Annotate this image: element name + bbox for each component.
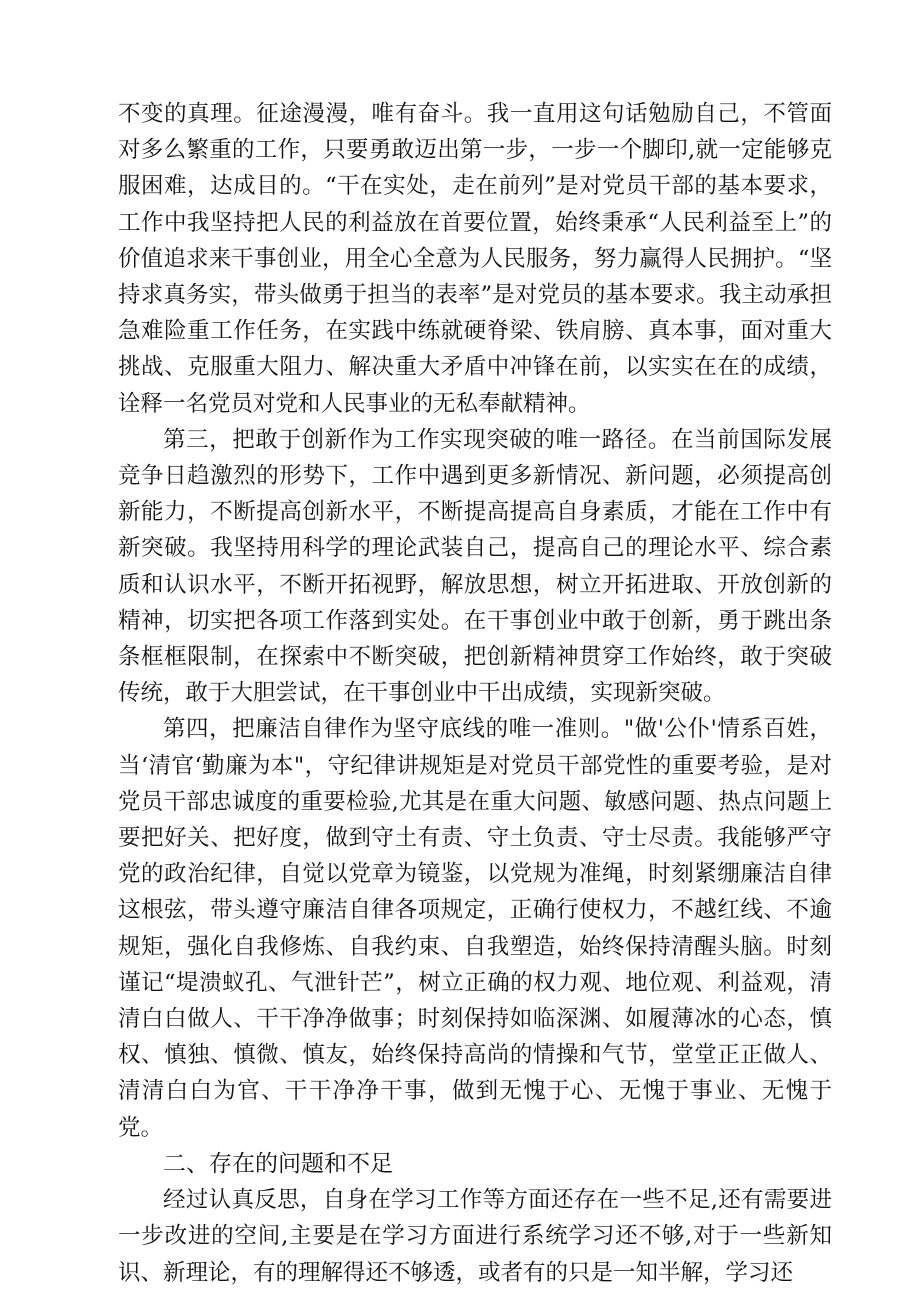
- section-heading: 二、存在的问题和不足: [163, 1150, 393, 1177]
- paragraph-continuation: 不变的真理。征途漫漫，唯有奋斗。我一直用这句话勉励自己，不管面对多么繁重的工作，只要勇敢迈出第一步，一步一个脚印,就一定能够克服困难，达成目的。“干在实处，走在前列”是对党员干部的基本要求，工作中我坚持把人民的利益放在首要位置，始终秉承“人民利益至上”的价值追求来干事创业，用全心全意为人民服务，努力赢得人民拥护。“坚持求真务实，带头做勇于担当的表率”是对党员的基本要求。我主动承担急难险重工作任务，在实践中练就硬脊梁、铁肩膀、真本事，面对重大挑战、克服重大阻力、解决重大矛盾中冲锋在前，以实实在在的成绩，诠释一名党员对党和人民事业的无私奉献精神。: [118, 101, 832, 417]
- document-page: [118, 96, 832, 1291]
- paragraph-third-point: 第三，把敢于创新作为工作实现突破的唯一路径。在当前国际发展竞争日趋激烈的形势下，工作中遇到更多新情况、新问题，必须提高创新能力，不断提高创新水平，不断提高提高自身素质，才能在工作中有新突破。我坚持用科学的理论武装自己，提高自己的理论水平、综合素质和认识水平，不断开拓视野，解放思想，树立开拓进取、开放创新的精神，切实把各项工作落到实处。在干事创业中敢于创新，勇于跳出条条框框限制，在探索中不断突破，把创新精神贯穿工作始终，敢于突破传统，敢于大胆尝试，在干事创业中干出成绩，实现新突破。: [118, 426, 832, 707]
- paragraph-problems: 经过认真反思，自身在学习工作等方面还存在一些不足,还有需要进一步改进的空间,主要是在学习方面进行系统学习还不够,对于一些新知识、新理论，有的理解得还不够透，或者有的只是一知半解，学习还: [118, 1187, 832, 1286]
- paragraph-fourth-point: 第四，把廉洁自律作为坚守底线的唯一准则。"做'公仆'情系百姓，当‘清官‘勤廉为本"，守纪律讲规矩是对党员干部党性的重要考验，是对党员干部忠诚度的重要检验,尤其是在重大问题、敏感问题、热点问题上要把好关、把好度，做到守土有责、守土负责、守士尽责。我能够严守党的政治纪律，自觉以党章为镜鉴，以党规为准绳，时刻紧绷廉洁自律这根弦，带头遵守廉洁自律各项规定，正确行使权力，不越红线、不逾规矩，强化自我修炼、自我约束、自我塑造，始终保持清醒头脑。时刻谨记“堤溃蚁孔、气泄针芒”，树立正确的权力观、地位观、利益观，清清白白做人、干干净净做事；时刻保持如临深渊、如履薄冰的心态，慎权、慎独、慎微、慎友，始终保持高尚的情操和气节，堂堂正正做人、清清白白为官、干干净净干事，做到无愧于心、无愧于事业、无愧于党。: [118, 716, 832, 1141]
